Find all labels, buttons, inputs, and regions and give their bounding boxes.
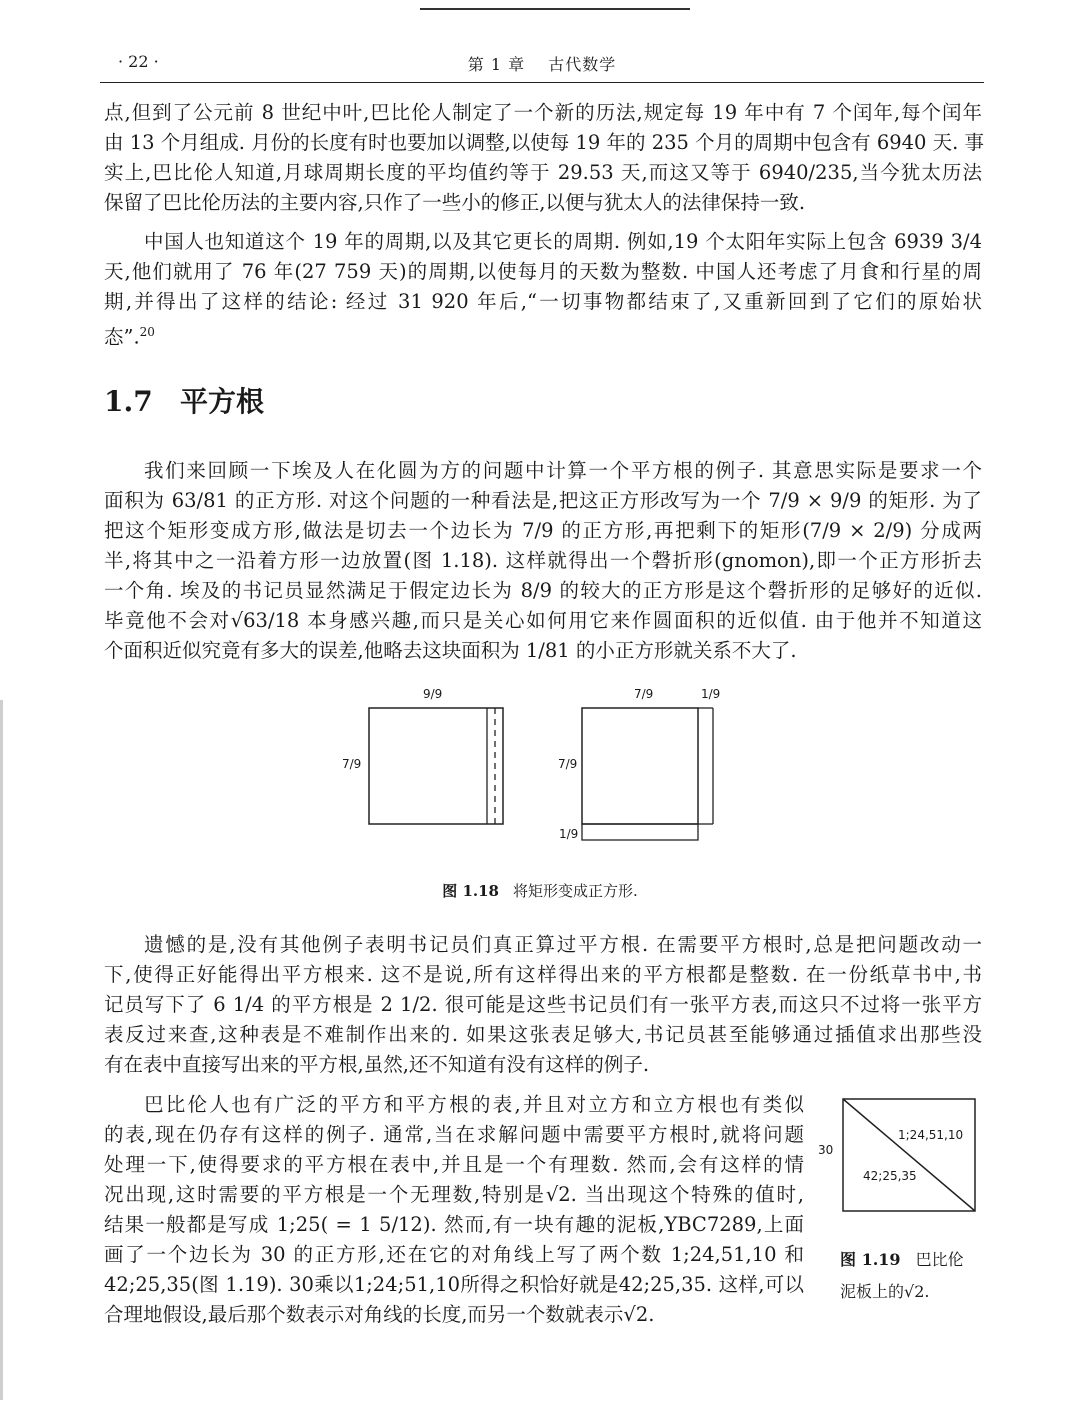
diagonal-lower-label: 42;25,35 bbox=[863, 1169, 917, 1183]
text-line bbox=[104, 317, 982, 353]
text-line: 遗憾的是,没有其他例子表明书记员们真正算过平方根. 在需要平方根时,总是把问题改动一 bbox=[144, 933, 982, 956]
text-line: 由 13 个月组成. 月份的长度有时也要加以调整,以使每 19 年的 235 个月的周期中包含有 6940 天. 事 bbox=[104, 131, 985, 154]
caption-text-b: 泥板上的√2. bbox=[840, 1282, 930, 1301]
paragraph-papyrus bbox=[104, 930, 982, 1080]
caption-text-a: 巴比伦 bbox=[915, 1250, 964, 1269]
text-line: 把这个矩形变成方形,做法是切去一个边长为 7/9 的正方形,再把剩下的矩形(7/9 × 2/9) 分成两 bbox=[104, 519, 982, 542]
figure-1-19-caption bbox=[840, 1244, 990, 1308]
text-line: 实上,巴比伦人知道,月球周期长度的平均值约等于 29.53 天,而这又等于 6940/235,当今犹太历法 bbox=[104, 161, 982, 184]
paragraph-egyptian-root bbox=[104, 456, 982, 666]
text-line: 巴比伦人也有广泛的平方和平方根的表,并且对立方和立方根也有类似 bbox=[144, 1093, 804, 1116]
label-left-side: 7/9 bbox=[342, 757, 362, 771]
section-number: 1.7 bbox=[104, 385, 153, 418]
label-right-bottom: 1/9 bbox=[559, 827, 579, 841]
text-line: 个面积近似究竟有多大的误差,他略去这块面积为 1/81 的小正方形就关系不大了. bbox=[104, 639, 797, 662]
text-fragment: 态”. bbox=[104, 325, 140, 349]
text-line: 处理一下,使得要求的平方根在表中,并且是一个有理数. 然而,会有这样的情 bbox=[104, 1153, 804, 1176]
text-line: 结果一般都是写成 1;25( = 1 5/12). 然而,有一块有趣的泥板,YBC7289,上面 bbox=[104, 1213, 804, 1236]
text-line: 面积为 63/81 的正方形. 对这个问题的一种看法是,把这正方形改写为一个 7/9 × 9/9 的矩形. 为了 bbox=[104, 489, 982, 512]
scan-edge-shadow bbox=[0, 700, 3, 1400]
text-line: 半,将其中之一沿着方形一边放置(图 1.18). 这样就得出一个磬折形(gnomon),即一个正方形折去 bbox=[104, 549, 982, 572]
chapter-title: 第 1 章 古代数学 bbox=[467, 55, 617, 74]
label-right-top-b: 1/9 bbox=[701, 687, 721, 701]
caption-text: 将矩形变成正方形. bbox=[512, 882, 638, 900]
label-right-top-a: 7/9 bbox=[634, 687, 654, 701]
page-number: · 22 · bbox=[118, 52, 159, 71]
figure-1-19-diagram bbox=[840, 1096, 980, 1216]
running-header bbox=[100, 52, 984, 83]
paragraph-babylonian-tablet bbox=[104, 1090, 804, 1330]
left-rectangle bbox=[369, 708, 503, 824]
text-line: 画了一个边长为 30 的正方形,还在它的对角线上写了两个数 1;24,51,10 和 bbox=[104, 1243, 804, 1266]
side-label: 30 bbox=[818, 1143, 834, 1157]
text-line: 有在表中直接写出来的平方根,虽然,还不知道有没有这样的例子. bbox=[104, 1053, 650, 1076]
text-line: 况出现,这时需要的平方根是一个无理数,特别是√2. 当出现这个特殊的值时, bbox=[104, 1183, 804, 1206]
section-heading bbox=[104, 380, 264, 420]
text-line: 毕竟他不会对√63/18 本身感兴趣,而只是关心如何用它来作圆面积的近似值. 由于他并不知道这 bbox=[104, 609, 982, 632]
section-title: 平方根 bbox=[180, 385, 265, 418]
label-left-top: 9/9 bbox=[423, 687, 443, 701]
caption-number: 图 1.18 bbox=[442, 882, 499, 900]
paragraph-chinese-cycle bbox=[104, 227, 982, 353]
label-right-side: 7/9 bbox=[558, 757, 578, 771]
caption-number: 图 1.19 bbox=[840, 1250, 901, 1269]
text-line: 下,使得正好能得出平方根来. 这不是说,所有这样得出来的平方根都是整数. 在一份纸草书中,书 bbox=[104, 963, 982, 986]
gnomon-bottom-strip bbox=[582, 824, 698, 840]
text-line: 表反过来查,这种表是不难制作出来的. 如果这张表足够大,书记员甚至能够通过插值求出那些没 bbox=[104, 1023, 982, 1046]
figure-1-18-caption bbox=[0, 880, 1080, 901]
right-square bbox=[582, 708, 698, 824]
text-line: 我们来回顾一下埃及人在化圆为方的问题中计算一个平方根的例子. 其意思实际是要求一个 bbox=[144, 459, 982, 482]
diagonal-line bbox=[843, 1099, 975, 1211]
text-line: 42;25,35(图 1.19). 30乘以1;24;51,10所得之积恰好就是42;25,35. 这样,可以 bbox=[104, 1273, 804, 1296]
figure-1-18-diagram bbox=[360, 700, 740, 850]
text-line: 合理地假设,最后那个数表示对角线的长度,而另一个数就表示√2. bbox=[104, 1303, 655, 1326]
text-line: 中国人也知道这个 19 年的周期,以及其它更长的周期. 例如,19 个太阳年实际上包含 6939 3/4 bbox=[144, 230, 982, 253]
text-line: 的表,现在仍存有这样的例子. 通常,当在求解问题中需要平方根时,就将问题 bbox=[104, 1123, 804, 1146]
text-line: 点,但到了公元前 8 世纪中叶,巴比伦人制定了一个新的历法,规定每 19 年中有 7 个闰年,每个闰年 bbox=[104, 101, 982, 124]
text-line: 保留了巴比伦历法的主要内容,只作了一些小的修正,以便与犹太人的法律保持一致. bbox=[104, 191, 806, 214]
footnote-marker: 20 bbox=[139, 325, 155, 339]
paragraph-calendar bbox=[104, 98, 985, 218]
text-line: 记员写下了 6 1/4 的平方根是 2 1/2. 很可能是这些书记员们有一张平方表,而这只不过将一张平方 bbox=[104, 993, 982, 1016]
text-line: 期,并得出了这样的结论: 经过 31 920 年后,“一切事物都结束了,又重新回到了它们的原始状 bbox=[104, 290, 982, 313]
text-line: 一个角. 埃及的书记员显然满足于假定边长为 8/9 的较大的正方形是这个磬折形的足够好的近似. bbox=[104, 579, 982, 602]
text-line: 天,他们就用了 76 年(27 759 天)的周期,以使每月的天数为整数. 中国人还考虑了月食和行星的周 bbox=[104, 260, 982, 283]
top-edge-rule bbox=[420, 0, 690, 10]
diagonal-upper-label: 1;24,51,10 bbox=[898, 1128, 964, 1142]
